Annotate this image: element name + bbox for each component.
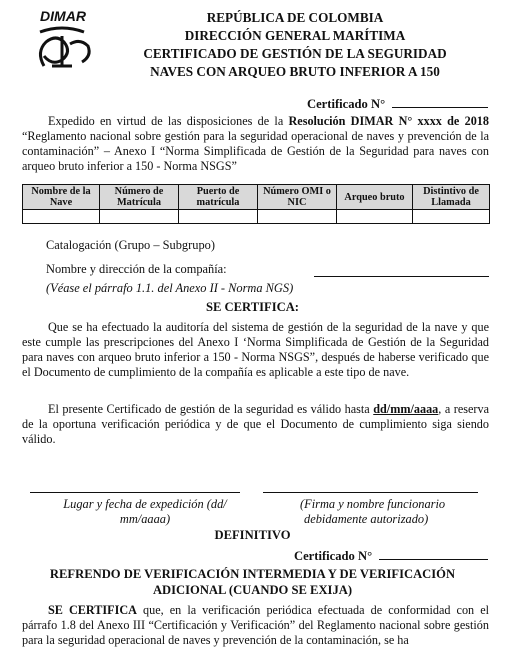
intro-paragraph (22, 114, 489, 174)
place-date-caption (40, 497, 250, 527)
certificate-number-label: Certificado N° (307, 97, 386, 111)
certificate-number-field-2[interactable] (379, 548, 488, 560)
column-header-port-of-registry: Puerto de matrícula (179, 185, 258, 210)
certificate-number-label-2: Certificado N° (294, 549, 373, 563)
endorsement-title-line2: ADICIONAL (CUANDO SE EXIJA) (152, 583, 353, 597)
certificate-number-row (307, 96, 488, 112)
company-field[interactable] (314, 276, 489, 277)
place-date-caption-line1: Lugar y fecha de expedición (dd/ (63, 497, 227, 511)
call-sign-cell[interactable] (413, 210, 490, 224)
registration-number-cell[interactable] (100, 210, 179, 224)
logo-text: DIMAR (40, 8, 86, 24)
dimar-logo (22, 8, 104, 72)
certificate-number-field[interactable] (392, 96, 488, 108)
table-row (23, 210, 490, 224)
intro-resolution: Resolución DIMAR N° xxxx de 2018 (288, 114, 489, 128)
dimar-logo-wordmark (40, 8, 87, 24)
port-of-registry-cell[interactable] (179, 210, 258, 224)
definitivo-label: DEFINITIVO (214, 528, 291, 542)
column-header-imo-number: Número OMI o NIC (258, 185, 337, 210)
column-header-gross-tonnage: Arqueo bruto (337, 185, 413, 210)
endorsement-text: que, en la verificación periódica efectuada de conformidad con el párrafo 1.8 del Anexo III “Certificación y Verificación” del Reglamento nacional sobre gestión para la seguridad operacional de naves y prevención de la contaminación, se ha (22, 603, 489, 647)
anchor-icon (40, 28, 89, 66)
certificate-number-row-2 (294, 548, 488, 564)
place-date-caption-line2: mm/aaaa) (119, 512, 171, 526)
gross-tonnage-cell[interactable] (337, 210, 413, 224)
header-agency: DIRECCIÓN GENERAL MARÍTIMA (184, 28, 406, 43)
official-caption-line2: debidamente autorizado) (304, 512, 429, 526)
company-note: (Véase el párrafo 1.1. del Anexo II - Norma NGS) (46, 281, 294, 295)
official-caption (300, 497, 475, 527)
official-caption-line1: (Firma y nombre funcionario (300, 497, 446, 511)
table-header-row (23, 185, 490, 210)
validity-date: dd/mm/aaaa (373, 402, 439, 416)
place-date-signature-line[interactable] (30, 492, 240, 493)
catalog-label: Catalogación (Grupo – Subgrupo) (46, 238, 215, 252)
endorsement-paragraph (22, 603, 489, 648)
endorsement-lead: SE CERTIFICA (48, 603, 137, 617)
header-country: REPÚBLICA DE COLOMBIA (206, 10, 384, 25)
imo-number-cell[interactable] (258, 210, 337, 224)
validity-text-1: El presente Certificado de gestión de la seguridad es válido hasta (48, 402, 374, 416)
column-header-call-sign: Distintivo de Llamada (413, 185, 490, 210)
endorsement-title-line1: REFRENDO DE VERIFICACIÓN INTERMEDIA Y DE VERIFICACIÓN (49, 567, 456, 581)
intro-text-2: “Reglamento nacional sobre gestión para la seguridad operacional de naves y prevención de la contaminación” – Anexo I “Norma Simplificada de Gestión de la Seguridad para naves con arqueo bruto inferior a 150 - Norma NSGS” (22, 129, 489, 173)
company-label: Nombre y dirección de la compañía: (46, 262, 227, 276)
official-signature-line[interactable] (263, 492, 478, 493)
audit-paragraph: Que se ha efectuado la auditoría del sistema de gestión de la seguridad de la nave y que este cumple las prescripciones del Anexo I ‘Norma Simplificada de Gestión de la Seguridad para naves con arqueo bruto inferior a 150 - Norma NSGS”, después de haberse verificado que el Documento de cumplimiento de la compañía es aplicable a este tipo de nave. (22, 320, 489, 379)
column-header-ship-name: Nombre de la Nave (23, 185, 100, 210)
column-header-registration-number: Número de Matrícula (100, 185, 179, 210)
intro-text-1: Expedido en virtud de las disposiciones de la (48, 114, 289, 128)
se-certifica-heading: SE CERTIFICA: (206, 300, 299, 314)
header-certificate-title: CERTIFICADO DE GESTIÓN DE LA SEGURIDAD (143, 46, 447, 61)
validity-paragraph (22, 402, 489, 447)
ship-details-table (22, 184, 490, 224)
header-vessel-class: NAVES CON ARQUEO BRUTO INFERIOR A 150 (150, 64, 440, 79)
ship-name-cell[interactable] (23, 210, 100, 224)
validity-text-2: , a reserva de la oportuna verificación periódica y de que el Documento de cumplimiento siga siendo válido. (22, 402, 489, 446)
